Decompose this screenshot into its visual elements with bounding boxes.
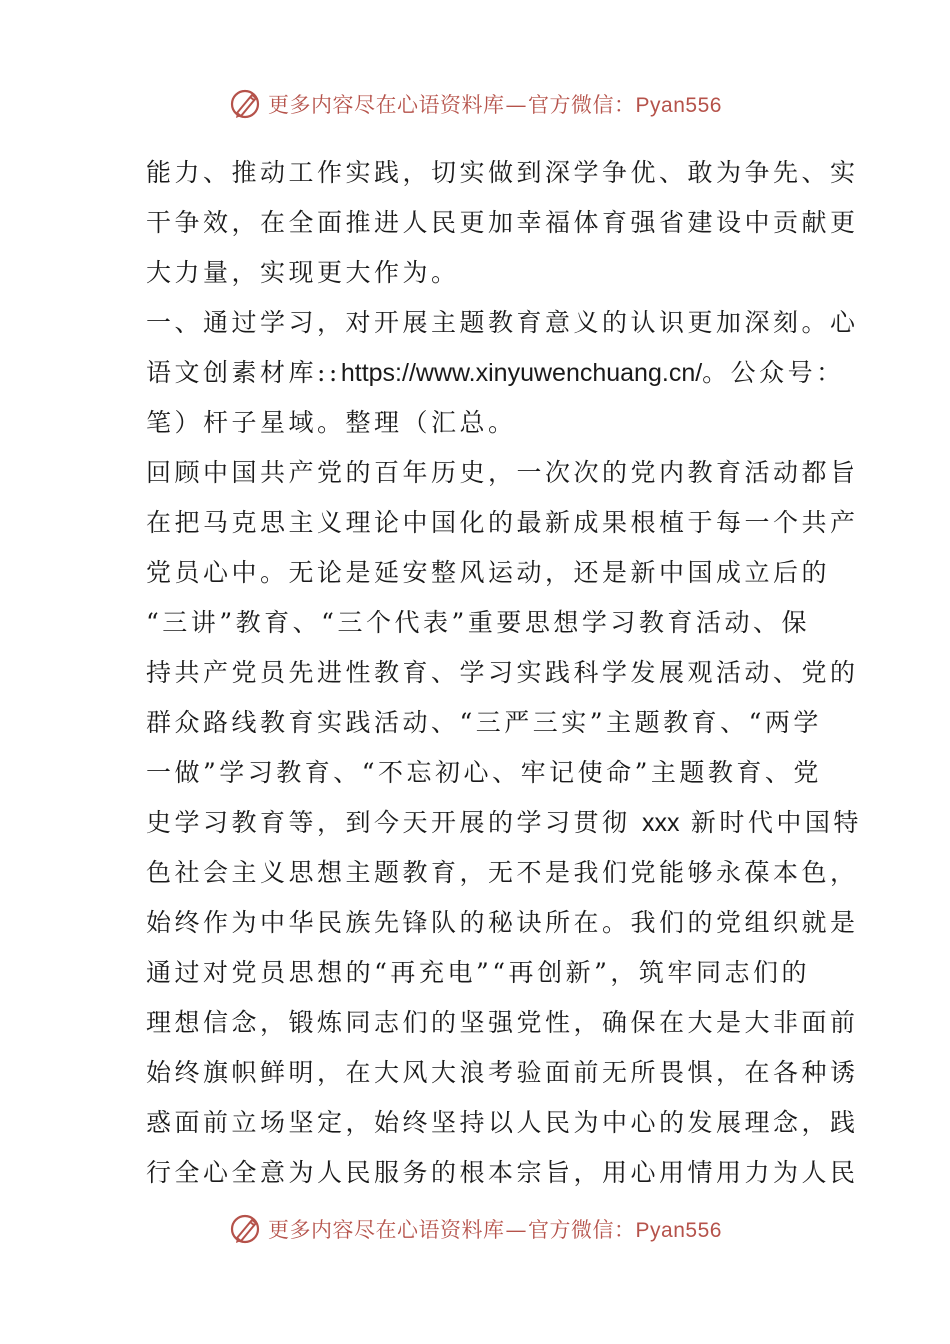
text-line: 一做”学习教育、“不忘初心、牢记使命”主题教育、党 — [146, 758, 822, 787]
text-span: xxx — [641, 809, 680, 837]
banner-wechat-id: Pyan556 — [635, 94, 722, 117]
text-line — [146, 348, 845, 398]
text-line: 始终旗帜鲜明，在大风大浪考验面前无所畏惧，在各种诱 — [146, 1058, 859, 1087]
url-link[interactable]: https://www.xinyuwenchuang.cn/ — [340, 359, 703, 387]
text-line: 行全心全意为人民服务的根本宗旨，用心用情用力为人民 — [146, 1158, 859, 1187]
text-span: 。公众号： — [702, 358, 845, 387]
text-line — [146, 798, 862, 848]
banner-separator: — — [505, 93, 528, 117]
text-span: 语文创素材库:: — [146, 358, 341, 387]
text-line: 在把马克思主义理论中国化的最新成果根植于每一个共产 — [146, 508, 859, 537]
text-span: 史学习教育等，到今天开展的学习贯彻 — [146, 808, 631, 837]
text-line: 党员心中。无论是延安整风运动，还是新中国成立后的 — [146, 558, 831, 587]
text-line: 始终作为中华民族先锋队的秘诀所在。我们的党组织就是 — [146, 908, 859, 937]
text-line: 理想信念，锻炼同志们的坚强党性，确保在大是大非面前 — [146, 1008, 859, 1037]
text-line: 一、通过学习，对开展主题教育意义的认识更加深刻。心 — [146, 308, 859, 337]
text-line: 色社会主义思想主题教育，无不是我们党能够永葆本色， — [146, 858, 859, 887]
banner-wechat-id: Pyan556 — [635, 1219, 722, 1242]
text-line: 持共产党员先进性教育、学习实践科学发展观活动、党的 — [146, 658, 859, 687]
text-line: 能力、推动工作实践，切实做到深学争优、敢为争先、实 — [146, 158, 859, 187]
text-line: 通过对党员思想的“再充电”“再创新”，筑牢同志们的 — [146, 958, 810, 987]
pen-logo-icon — [228, 86, 264, 122]
text-span: 新时代中国特 — [690, 808, 862, 837]
text-line: 笔）杆子星域。整理（汇总。 — [146, 408, 517, 437]
text-line: 干争效，在全面推进人民更加幸福体育强省建设中贡献更 — [146, 208, 859, 237]
text-line: “三讲”教育、“三个代表”重要思想学习教育活动、保 — [146, 608, 810, 637]
header-watermark-banner — [0, 84, 950, 124]
text-line: 群众路线教育实践活动、“三严三实”主题教育、“两学 — [146, 708, 822, 737]
body-text — [146, 148, 862, 1198]
banner-wechat-label: 官方微信： — [528, 1218, 636, 1242]
banner-title: 更多内容尽在心语资料库 — [268, 1218, 505, 1242]
footer-watermark-banner — [0, 1209, 950, 1249]
text-line: 惑面前立场坚定，始终坚持以人民为中心的发展理念，践 — [146, 1108, 859, 1137]
pen-logo-icon — [228, 1211, 264, 1247]
text-line: 回顾中国共产党的百年历史，一次次的党内教育活动都旨 — [146, 458, 859, 487]
banner-separator: — — [505, 1218, 528, 1242]
banner-title: 更多内容尽在心语资料库 — [268, 93, 505, 117]
banner-wechat-label: 官方微信： — [528, 93, 636, 117]
text-line: 大力量，实现更大作为。 — [146, 258, 460, 287]
